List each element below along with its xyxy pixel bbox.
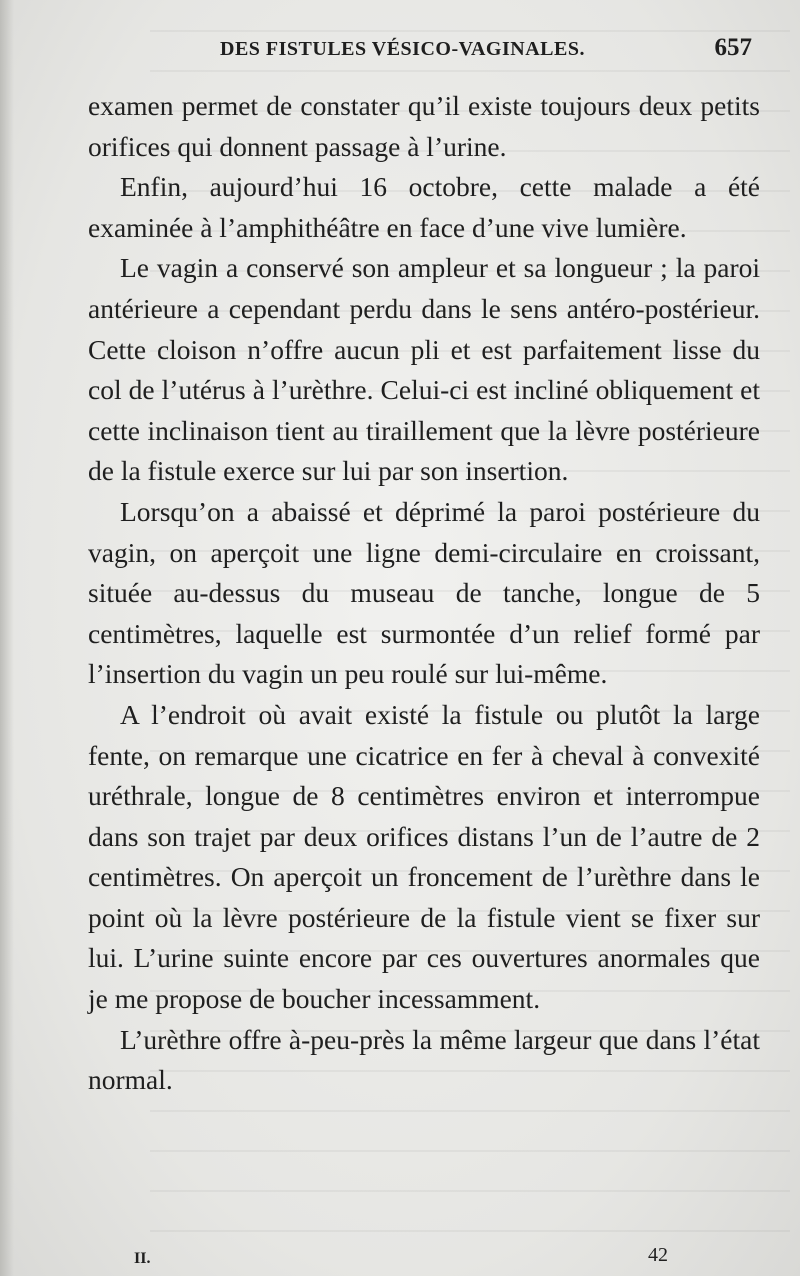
paragraph-2: Enfin, aujourd’hui 16 octobre, cette malade a été examinée à l’amphithéâtre en face d’une vive lumière. — [88, 171, 760, 243]
gathering-number: 42 — [648, 1244, 668, 1266]
page-number: 657 — [714, 34, 752, 61]
body-text — [88, 86, 760, 1101]
paragraph-5: A l’endroit où avait existé la fistule ou plutôt la large fente, on remarque une cicatrice en fer à cheval à convexité uréthrale, longue de 8 centimètres environ et interrompue dans son trajet par deux orifices distans l’un de l’autre de 2 centimètres. On aperçoit un froncement de l’urèthre dans le point où la lèvre postérieure de la fistule vient se fixer sur lui. L’urine suinte encore par ces ouvertures anormales que je me propose de boucher incessamment. — [88, 698, 760, 1015]
paragraph-1: examen permet de constater qu’il existe toujours deux petits orifices qui donnent passage à l’urine. — [88, 90, 760, 162]
signature-mark: II. — [134, 1250, 151, 1267]
paragraph-6: L’urèthre offre à-peu-près la même largeur que dans l’état normal. — [88, 1023, 760, 1096]
paragraph-4: Lorsqu’on a abaissé et déprimé la paroi postérieure du vagin, on aperçoit une ligne demi-circulaire en croissant, située au-dessus du museau de tanche, longue de 5 centimètres, laquelle est surmontée d’un relief formé par l’insertion du vagin un peu roulé sur lui-même. — [88, 495, 760, 690]
running-title: DES FISTULES VÉSICO-VAGINALES. — [220, 38, 585, 60]
page-footer — [88, 1244, 758, 1272]
page-gutter-shadow — [0, 0, 14, 1276]
page-header — [88, 34, 758, 64]
paragraph-3: Le vagin a conservé son ampleur et sa longueur ; la paroi antérieure a cependant perdu dans le sens antéro-postérieur. Cette cloison n’offre aucun pli et est parfaitement lisse du col de l’utérus à l’urèthre. Celui-ci est incliné obliquement et cette inclinaison tient au tiraillement que la lèvre postérieure de la fistule exerce sur lui par son insertion. — [88, 252, 760, 487]
